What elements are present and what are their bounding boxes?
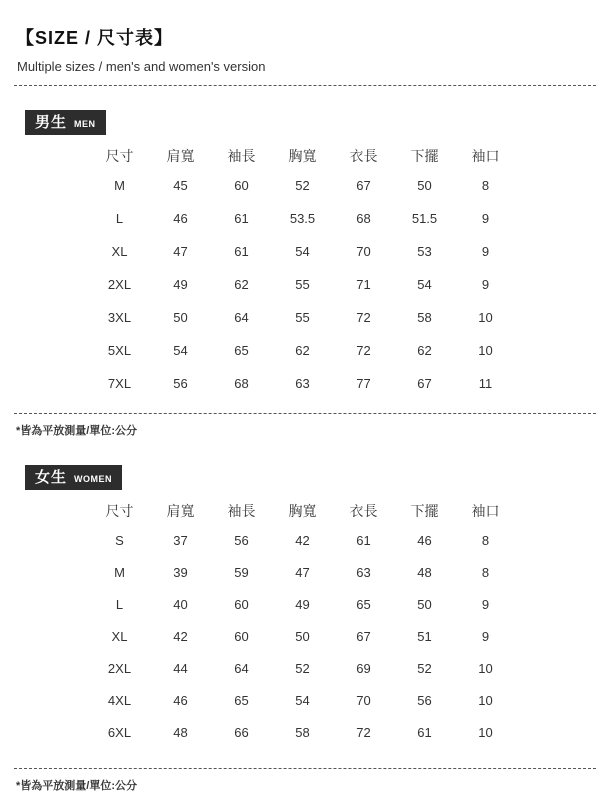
men-measure-note: *皆為平放測量/單位:公分 <box>16 425 137 437</box>
measurement-cell: 60 <box>234 628 249 644</box>
measurement-cell: 63 <box>295 376 310 391</box>
column-header: 尺寸 <box>105 503 134 519</box>
measurement-cell: 55 <box>295 310 310 325</box>
measurement-cell: 72 <box>356 310 371 325</box>
measurement-cell: 9 <box>481 277 490 292</box>
measurement-cell: 52 <box>295 660 310 676</box>
measurement-cell: 62 <box>234 277 249 292</box>
measurement-cell: 61 <box>417 724 432 740</box>
table-row <box>89 334 516 367</box>
column-header: 袖口 <box>471 503 500 519</box>
measurement-cell: 54 <box>295 692 310 708</box>
measurement-cell: 54 <box>173 343 188 358</box>
column-header: 下擺 <box>410 503 439 519</box>
measurement-cell: 62 <box>295 343 310 358</box>
measurement-cell: 46 <box>173 211 188 226</box>
measurement-cell: 49 <box>295 596 310 612</box>
measurement-cell: 53 <box>417 244 432 259</box>
measurement-cell: 46 <box>173 692 188 708</box>
measurement-cell: 60 <box>234 178 249 193</box>
women-section <box>0 438 610 793</box>
measurement-cell: 70 <box>356 692 371 708</box>
measurement-cell: 61 <box>234 244 249 259</box>
size-label-cell: 5XL <box>107 343 132 358</box>
table-row <box>89 716 516 748</box>
measurement-cell: 64 <box>234 660 249 676</box>
measurement-cell: 58 <box>295 724 310 740</box>
measurement-cell: 53.5 <box>289 211 316 226</box>
measurement-cell: 52 <box>295 178 310 193</box>
women-badge-label-en: WOMEN <box>74 474 113 484</box>
table-row <box>89 620 516 652</box>
men-size-table <box>89 143 516 400</box>
women-badge-label-zh: 女生 <box>35 469 68 486</box>
column-header: 下擺 <box>410 148 439 164</box>
measurement-cell: 45 <box>173 178 188 193</box>
column-header: 肩寬 <box>166 503 195 519</box>
table-row <box>89 235 516 268</box>
table-row <box>89 367 516 400</box>
size-label-cell: L <box>115 596 124 612</box>
measurement-cell: 44 <box>173 660 188 676</box>
measurement-cell: 70 <box>356 244 371 259</box>
column-header: 衣長 <box>349 503 378 519</box>
table-row <box>89 301 516 334</box>
measurement-cell: 50 <box>173 310 188 325</box>
size-label-cell: 6XL <box>107 724 132 740</box>
column-header: 袖口 <box>471 148 500 164</box>
measurement-cell: 63 <box>356 564 371 580</box>
measurement-cell: 69 <box>356 660 371 676</box>
measurement-cell: 9 <box>481 211 490 226</box>
size-label-cell: 2XL <box>107 660 132 676</box>
women-badge <box>25 465 122 490</box>
measurement-cell: 77 <box>356 376 371 391</box>
size-label-cell: XL <box>111 244 128 259</box>
measurement-cell: 48 <box>417 564 432 580</box>
measurement-cell: 8 <box>481 564 490 580</box>
table-row <box>89 268 516 301</box>
measurement-cell: 8 <box>481 178 490 193</box>
column-header: 尺寸 <box>105 148 134 164</box>
measurement-cell: 68 <box>356 211 371 226</box>
measurement-cell: 9 <box>481 628 490 644</box>
column-header: 衣長 <box>349 148 378 164</box>
measurement-cell: 37 <box>173 532 188 548</box>
men-badge-label-zh: 男生 <box>35 114 68 131</box>
measurement-cell: 10 <box>478 343 493 358</box>
size-label-cell: S <box>115 532 124 548</box>
measurement-cell: 11 <box>478 376 493 391</box>
table-row <box>89 169 516 202</box>
page-subtitle: Multiple sizes / men's and women's version <box>17 59 266 74</box>
measurement-cell: 42 <box>173 628 188 644</box>
measurement-cell: 39 <box>173 564 188 580</box>
column-header: 胸寬 <box>288 503 317 519</box>
measurement-cell: 50 <box>417 178 432 193</box>
size-label-cell: 4XL <box>107 692 132 708</box>
column-header: 肩寬 <box>166 148 195 164</box>
measurement-cell: 62 <box>417 343 432 358</box>
measurement-cell: 72 <box>356 724 371 740</box>
measurement-cell: 72 <box>356 343 371 358</box>
size-label-cell: XL <box>111 628 128 644</box>
measurement-cell: 47 <box>173 244 188 259</box>
table-row <box>89 588 516 620</box>
measurement-cell: 56 <box>173 376 188 391</box>
measurement-cell: 9 <box>481 596 490 612</box>
table-row <box>89 684 516 716</box>
measurement-cell: 58 <box>417 310 432 325</box>
measurement-cell: 67 <box>356 178 371 193</box>
measurement-cell: 10 <box>478 660 493 676</box>
men-badge <box>25 110 106 135</box>
measurement-cell: 46 <box>417 532 432 548</box>
measurement-cell: 60 <box>234 596 249 612</box>
size-label-cell: 7XL <box>107 376 132 391</box>
measurement-cell: 40 <box>173 596 188 612</box>
measurement-cell: 54 <box>417 277 432 292</box>
measurement-cell: 59 <box>234 564 249 580</box>
measurement-cell: 10 <box>478 724 493 740</box>
measurement-cell: 42 <box>295 532 310 548</box>
table-header-row <box>89 143 516 169</box>
table-row <box>89 202 516 235</box>
measurement-cell: 51 <box>417 628 432 644</box>
column-header: 胸寬 <box>288 148 317 164</box>
column-header: 袖長 <box>227 503 256 519</box>
measurement-cell: 71 <box>356 277 371 292</box>
measurement-cell: 10 <box>478 692 493 708</box>
measurement-cell: 54 <box>295 244 310 259</box>
table-row <box>89 652 516 684</box>
measurement-cell: 61 <box>234 211 249 226</box>
measurement-cell: 65 <box>356 596 371 612</box>
measurement-cell: 10 <box>478 310 493 325</box>
size-label-cell: M <box>114 178 125 193</box>
women-measure-note: *皆為平放測量/單位:公分 <box>16 780 137 792</box>
table-header-row <box>89 498 516 524</box>
size-label-cell: L <box>115 211 124 226</box>
measurement-cell: 51.5 <box>411 211 438 226</box>
measurement-cell: 47 <box>295 564 310 580</box>
men-badge-label-en: MEN <box>74 119 96 129</box>
size-label-cell: 2XL <box>107 277 132 292</box>
measurement-cell: 50 <box>295 628 310 644</box>
measurement-cell: 66 <box>234 724 249 740</box>
measurement-cell: 56 <box>417 692 432 708</box>
women-size-table <box>89 498 516 748</box>
measurement-cell: 9 <box>481 244 490 259</box>
measurement-cell: 64 <box>234 310 249 325</box>
measurement-cell: 8 <box>481 532 490 548</box>
measurement-cell: 67 <box>417 376 432 391</box>
measurement-cell: 48 <box>173 724 188 740</box>
measurement-cell: 52 <box>417 660 432 676</box>
measurement-cell: 50 <box>417 596 432 612</box>
measurement-cell: 56 <box>234 532 249 548</box>
measurement-cell: 61 <box>356 532 371 548</box>
table-row <box>89 524 516 556</box>
size-label-cell: 3XL <box>107 310 132 325</box>
measurement-cell: 67 <box>356 628 371 644</box>
measurement-cell: 68 <box>234 376 249 391</box>
measurement-cell: 65 <box>234 692 249 708</box>
column-header: 袖長 <box>227 148 256 164</box>
table-row <box>89 556 516 588</box>
measurement-cell: 55 <box>295 277 310 292</box>
measurement-cell: 49 <box>173 277 188 292</box>
size-label-cell: M <box>114 564 125 580</box>
measurement-cell: 65 <box>234 343 249 358</box>
page-title: 【SIZE / 尺寸表】 <box>16 28 174 48</box>
men-section <box>0 86 610 438</box>
